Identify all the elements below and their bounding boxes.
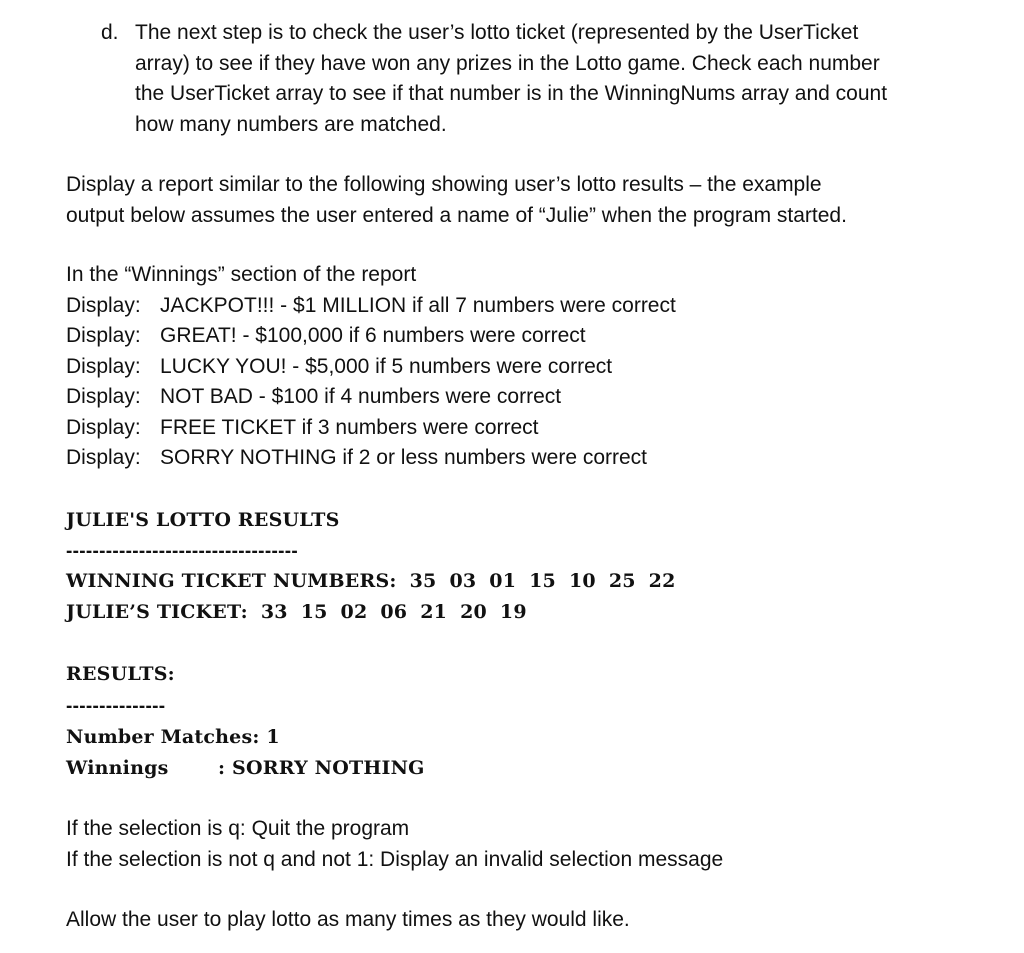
row-prefix: Display:	[66, 293, 141, 317]
winnings-heading: In the “Winnings” section of the report	[66, 263, 417, 286]
instruction-line: If the selection is not q and not 1: Display an invalid selection message	[66, 847, 724, 871]
winning-number: 01	[489, 570, 517, 592]
step-line: array) to see if they have won any prizes in the Lotto game. Check each number	[135, 51, 880, 75]
user-number: 02	[340, 601, 368, 623]
number-matches-line	[66, 722, 280, 753]
winnings-row	[66, 413, 966, 444]
winning-number: 25	[608, 570, 636, 592]
step-line: The next step is to check the user’s lotto ticket (represented by the UserTicket	[135, 21, 859, 44]
step-marker: d.	[101, 21, 119, 44]
report-rule-long: -----------------------------------	[66, 541, 298, 562]
user-number: 21	[420, 601, 448, 623]
winnings-row	[66, 382, 966, 413]
winnings-row	[66, 352, 966, 383]
user-number: 19	[499, 601, 527, 623]
user-number: 15	[300, 601, 328, 623]
winning-ticket-row	[66, 566, 676, 597]
row-text: JACKPOT!!! - $1 MILLION if all 7 numbers were correct	[160, 293, 676, 317]
intro-line: output below assumes the user entered a name of “Julie” when the program started.	[66, 203, 847, 227]
user-number: 06	[380, 601, 408, 623]
row-text: NOT BAD - $100 if 4 numbers were correct	[160, 385, 562, 408]
winning-number: 15	[529, 570, 556, 592]
winning-number: 03	[449, 570, 477, 592]
winnings-row	[66, 291, 966, 322]
winning-number: 10	[568, 570, 596, 592]
report-title: JULIE'S LOTTO RESULTS	[66, 509, 340, 531]
winning-number: 22	[648, 570, 676, 592]
row-prefix: Display:	[66, 324, 141, 347]
step-line: the UserTicket array to see if that number is in the WinningNums array and count	[135, 82, 888, 105]
step-line: how many numbers are matched.	[135, 112, 447, 136]
instruction-line: If the selection is q: Quit the program	[66, 817, 410, 840]
row-prefix: Display:	[66, 385, 141, 408]
user-number: 20	[460, 601, 487, 623]
intro-line: Display a report similar to the following showing user’s lotto results – the example	[66, 173, 822, 196]
matches-value: 1	[266, 726, 280, 748]
report-rule-short: ---------------	[66, 696, 166, 717]
row-text: SORRY NOTHING if 2 or less numbers were correct	[160, 446, 648, 469]
user-ticket-row	[66, 597, 527, 628]
results-label: RESULTS:	[66, 663, 175, 685]
matches-label: Number Matches:	[66, 726, 260, 748]
winnings-value: : SORRY NOTHING	[218, 757, 425, 779]
user-ticket-label: JULIE’S TICKET:	[66, 601, 248, 623]
winning-label: WINNING TICKET NUMBERS:	[66, 570, 397, 592]
row-prefix: Display:	[66, 354, 141, 378]
row-text: LUCKY YOU! - $5,000 if 5 numbers were correct	[160, 354, 613, 378]
row-prefix: Display:	[66, 446, 141, 469]
selection-instructions	[66, 814, 966, 875]
row-prefix: Display:	[66, 415, 141, 439]
row-text: FREE TICKET if 3 numbers were correct	[160, 415, 539, 439]
step-d-paragraph	[135, 18, 995, 140]
winnings-row	[66, 321, 966, 352]
winnings-result-line	[66, 753, 425, 784]
final-instruction: Allow the user to play lotto as many times as they would like.	[66, 908, 630, 931]
row-text: GREAT! - $100,000 if 6 numbers were correct	[160, 324, 586, 347]
intro-paragraph	[66, 170, 966, 231]
winnings-row	[66, 443, 966, 474]
user-number: 33	[260, 601, 288, 623]
winning-number: 35	[409, 570, 437, 592]
winnings-section	[66, 260, 966, 474]
winnings-label: Winnings	[66, 757, 169, 779]
